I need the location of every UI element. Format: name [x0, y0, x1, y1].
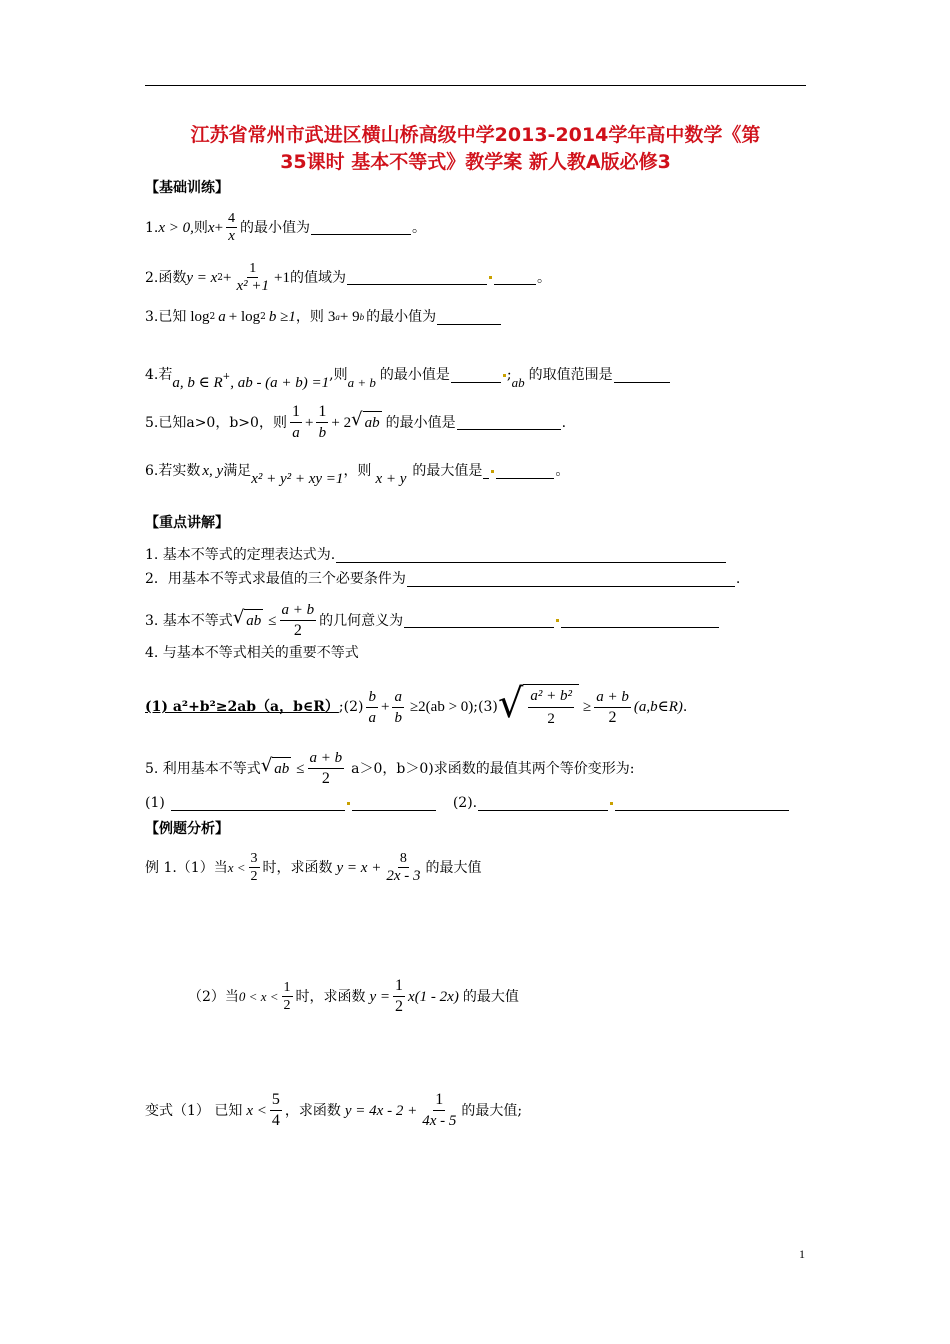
k5-fraction	[308, 748, 345, 789]
basic-q1	[145, 210, 426, 245]
q3-plus: + log	[228, 309, 261, 325]
q3-plus9: + 9	[339, 309, 360, 325]
sqrt-sign-icon: √	[232, 607, 245, 628]
basic-q4	[145, 356, 671, 394]
q5-sqrt	[351, 411, 381, 434]
mark-dot	[556, 619, 559, 622]
v1-x: x <	[246, 1102, 267, 1119]
k4c-den: 2	[547, 711, 555, 727]
example-1	[145, 850, 481, 885]
q1-x: x	[207, 219, 215, 236]
e2-fraction	[282, 979, 293, 1014]
q1-num: 4	[228, 211, 236, 226]
k4c-fraction	[528, 685, 574, 730]
q5-fraction-b	[316, 402, 328, 443]
q4-no: 4.若	[145, 367, 173, 383]
q2-num: 1	[249, 261, 257, 276]
k3-tail: 的几何意义为	[319, 612, 404, 629]
k4c-num: a² + b²	[528, 685, 574, 708]
k3-sqrt	[233, 609, 263, 632]
q6-then: ，则	[343, 463, 372, 479]
k5-rad: ab	[272, 757, 291, 780]
q4-rest: , ab - (a + b) =1	[230, 375, 330, 391]
e2-pre: （2）当	[188, 988, 239, 1005]
q3-pa: a	[335, 312, 340, 322]
q3-base-2: 2	[260, 312, 266, 322]
mark-dot	[610, 802, 613, 805]
q3-tail: 的最小值为	[366, 309, 437, 325]
k5-answer-blank-1b[interactable]	[352, 796, 436, 811]
k5-p1: (1)	[145, 795, 165, 811]
k3-answer-blank-b[interactable]	[561, 613, 719, 628]
q6-answer-blank-b[interactable]	[496, 464, 554, 479]
q5-tail: 的最小值是	[385, 414, 456, 431]
sqrt-sign-icon: √	[260, 755, 273, 776]
k3-den: 2	[293, 622, 302, 639]
k5-sqrt	[261, 757, 291, 780]
q6-no: 6.若实数	[145, 463, 201, 479]
k4b-plus: +	[380, 699, 390, 715]
k4c-inner	[523, 684, 579, 730]
k4b-fraction-b	[392, 687, 404, 728]
variant-1	[145, 1090, 522, 1131]
k5-pre: 5. 利用基本不等式	[145, 760, 261, 777]
sqrt-sign-icon: √	[497, 681, 524, 727]
k2-text: 2．用基本不等式求最值的三个必要条件为	[145, 571, 406, 587]
q1-tail: 的最小值为	[240, 219, 311, 236]
e1-fraction	[249, 850, 260, 885]
k5-tail: a＞0，b＞0)求函数的最值其两个等价变形为:	[351, 760, 635, 777]
mark-dot	[503, 374, 506, 377]
e1-n2: 8	[399, 851, 407, 866]
q2-fraction	[235, 260, 272, 295]
e1-n: 3	[250, 851, 258, 866]
k4c-tail: (a,b∈R)	[633, 699, 683, 715]
q6-eq: x² + y² + xy =1	[251, 471, 344, 487]
k3-fraction	[280, 600, 317, 641]
key-k5	[145, 748, 634, 789]
k4a-text: (1) a²+b²≥2ab（a，b∈R）	[145, 699, 339, 715]
k4b-n1: b	[366, 687, 378, 708]
v1-n: 5	[270, 1090, 282, 1111]
q1-no: 1.	[145, 219, 159, 236]
k5-le: ≤	[296, 760, 305, 777]
q2-answer-blank-a[interactable]	[347, 270, 487, 285]
q6-mid: 满足	[223, 463, 252, 479]
q3-pb: b	[359, 312, 365, 322]
q5-plus: +	[304, 414, 314, 431]
v1-fraction-2	[420, 1090, 458, 1131]
v1-mid: ，求函数	[284, 1102, 341, 1119]
v1-tail: 的最大值;	[461, 1102, 523, 1119]
q1-answer-blank[interactable]	[311, 220, 411, 235]
q2-den: x² +1	[236, 278, 270, 294]
k3-answer-blank-a[interactable]	[404, 613, 554, 628]
v1-pre: 变式（1） 已知	[145, 1102, 243, 1119]
k1-answer-blank[interactable]	[336, 548, 726, 563]
v1-fraction	[270, 1090, 282, 1131]
q3-b: b ≥1	[268, 309, 296, 325]
section-basic: 【基础训练】	[145, 180, 229, 196]
k4c-end: .	[682, 699, 688, 715]
k3-num: a + b	[280, 600, 317, 621]
key-k2	[145, 568, 740, 590]
q2-no: 2.函数	[145, 269, 187, 286]
e2-y: y =	[369, 988, 391, 1005]
q5-no: 5.已知	[145, 414, 187, 431]
k5-num: a + b	[308, 748, 345, 769]
q5-d1: a	[292, 425, 300, 441]
q4-semi: ;	[506, 367, 512, 383]
header-rule	[145, 85, 806, 86]
q2-plus1: +1	[274, 269, 290, 286]
q3-no: 3.已知	[145, 309, 187, 325]
e2-n2: 1	[393, 976, 405, 997]
e1-y: y = x +	[336, 859, 382, 876]
k4b-fraction-a	[366, 687, 378, 728]
k4b-d1: a	[368, 709, 376, 726]
q3-log: log	[190, 309, 210, 325]
e1-tail: 的最大值	[425, 859, 482, 876]
basic-q5	[145, 402, 566, 443]
q3-then: ，则	[295, 309, 324, 325]
q3-base: 2	[209, 312, 216, 322]
k5-answer-blank-2b[interactable]	[615, 796, 789, 811]
q4-cond: a, b ∈ R	[172, 375, 223, 391]
k4b-n2: a	[392, 687, 404, 708]
k4c-sqrt	[497, 681, 579, 730]
q6-expr: x + y	[375, 471, 407, 487]
basic-q3	[145, 306, 502, 328]
q1-fraction	[226, 210, 237, 245]
e2-rest: x(1 - 2x)	[408, 988, 459, 1005]
q4-sup: +	[222, 372, 231, 382]
title-line-1: 江苏省常州市武进区横山桥高级中学2013-2014学年高中数学《第	[190, 124, 761, 146]
section-key: 【重点讲解】	[145, 515, 229, 531]
title-line-2: 35课时 基本不等式》教学案 新人教A版必修3	[280, 151, 671, 173]
q6-tail: 的最大值是	[412, 463, 483, 479]
e1-d: 2	[250, 869, 258, 884]
k5-answer-blank-2a[interactable]	[478, 796, 608, 811]
mark-dot	[489, 276, 492, 279]
basic-q6	[145, 452, 569, 490]
q1-cond: x > 0,	[158, 219, 194, 236]
page-number: 1	[799, 1247, 805, 1261]
e1-d2: 2x - 3	[386, 868, 421, 884]
q4-answer-blank-b[interactable]	[614, 368, 670, 383]
q2-answer-blank-b[interactable]	[494, 270, 536, 285]
e1-mid: 时，求函数	[262, 859, 333, 876]
k3-le: ≤	[268, 612, 277, 629]
q5-plus2: + 2	[331, 414, 352, 431]
e2-n: 1	[283, 980, 291, 995]
q5-n1: 1	[290, 402, 302, 423]
e2-d2: 2	[395, 998, 404, 1015]
q4-tail1: 的最小值是	[379, 367, 450, 383]
e1-pre: 例 1.（1）当	[145, 859, 228, 876]
e2-fraction-2	[393, 976, 405, 1017]
q1-then: 则	[193, 219, 208, 236]
k2-end: .	[735, 571, 741, 587]
mark-dot	[491, 470, 494, 473]
example-2	[188, 976, 519, 1017]
q1-end: 。	[412, 219, 427, 236]
q4-ab2: ab	[511, 375, 525, 390]
v1-n2: 1	[433, 1090, 445, 1111]
q2-lhs: y = x	[186, 269, 218, 286]
q4-then: ,则	[329, 367, 348, 383]
q4-answer-blank-a[interactable]	[451, 368, 501, 383]
q1-plus: +	[214, 219, 224, 236]
key-k4: 4. 与基本不等式相关的重要不等式	[145, 645, 359, 661]
section-examples: 【例题分析】	[145, 821, 229, 837]
k4c-ge: ≥	[582, 699, 592, 715]
basic-q2	[145, 260, 551, 295]
q5-rad: ab	[363, 411, 382, 434]
k4b-label: ;(2)	[338, 699, 364, 715]
q5-n2: 1	[316, 402, 328, 423]
k5-p2: (2).	[452, 795, 478, 811]
v1-d2: 4x - 5	[422, 1113, 457, 1129]
key-k3	[145, 600, 720, 641]
k4b-d2: b	[394, 709, 402, 726]
k4c-label: ;(3)	[473, 699, 498, 715]
k4c-fraction-2	[594, 687, 631, 728]
k4c-num2: a + b	[594, 687, 631, 708]
k5-answer-blank-1a[interactable]	[171, 796, 345, 811]
q2-tail: 的值域为	[290, 269, 346, 286]
k5-den: 2	[321, 770, 330, 787]
q4-ab: a + b	[347, 375, 376, 390]
q5-fraction-a	[290, 402, 302, 443]
q4-tail2: 的取值范围是	[528, 367, 613, 383]
e2-d: 2	[283, 998, 291, 1013]
key-k4-inequalities	[145, 681, 688, 730]
e1-x: x <	[227, 859, 246, 875]
key-k5-answers	[145, 792, 790, 814]
k1-text: 1. 基本不等式的定理表达式为.	[145, 547, 336, 563]
q3-answer-blank[interactable]	[437, 310, 501, 325]
q1-den: x	[228, 228, 235, 244]
e2-mid: 时，求函数	[295, 988, 366, 1005]
k4c-den2: 2	[608, 708, 617, 726]
q5-cond: a>0，b>0，则	[186, 414, 287, 431]
q6-end: 。	[555, 463, 570, 479]
e1-fraction-2	[384, 850, 422, 885]
q3-pow: 3	[327, 309, 336, 325]
q2-plus: +	[223, 269, 232, 286]
k3-rad: ab	[244, 609, 263, 632]
q5-d2: b	[318, 425, 327, 441]
key-k1	[145, 544, 727, 566]
e2-tail: 的最大值	[462, 988, 519, 1005]
v1-y: y = 4x - 2 +	[344, 1102, 418, 1119]
sqrt-sign-icon: √	[351, 409, 363, 430]
q2-sq: 2	[217, 272, 224, 283]
q2-end: 。	[537, 269, 551, 286]
v1-d: 4	[271, 1112, 280, 1129]
q6-vars: x, y	[202, 463, 224, 479]
mark-dot	[347, 802, 350, 805]
q6-answer-blank-a[interactable]	[483, 464, 489, 479]
q5-answer-blank[interactable]	[457, 415, 561, 430]
k3-pre: 3. 基本不等式	[145, 612, 233, 629]
k2-answer-blank[interactable]	[407, 572, 735, 587]
e2-x: 0 < x <	[238, 988, 279, 1004]
q3-a: a	[218, 309, 226, 325]
document-title	[145, 122, 806, 176]
q5-end: .	[561, 414, 567, 431]
k4b-ge: ≥2(ab > 0)	[409, 699, 474, 715]
